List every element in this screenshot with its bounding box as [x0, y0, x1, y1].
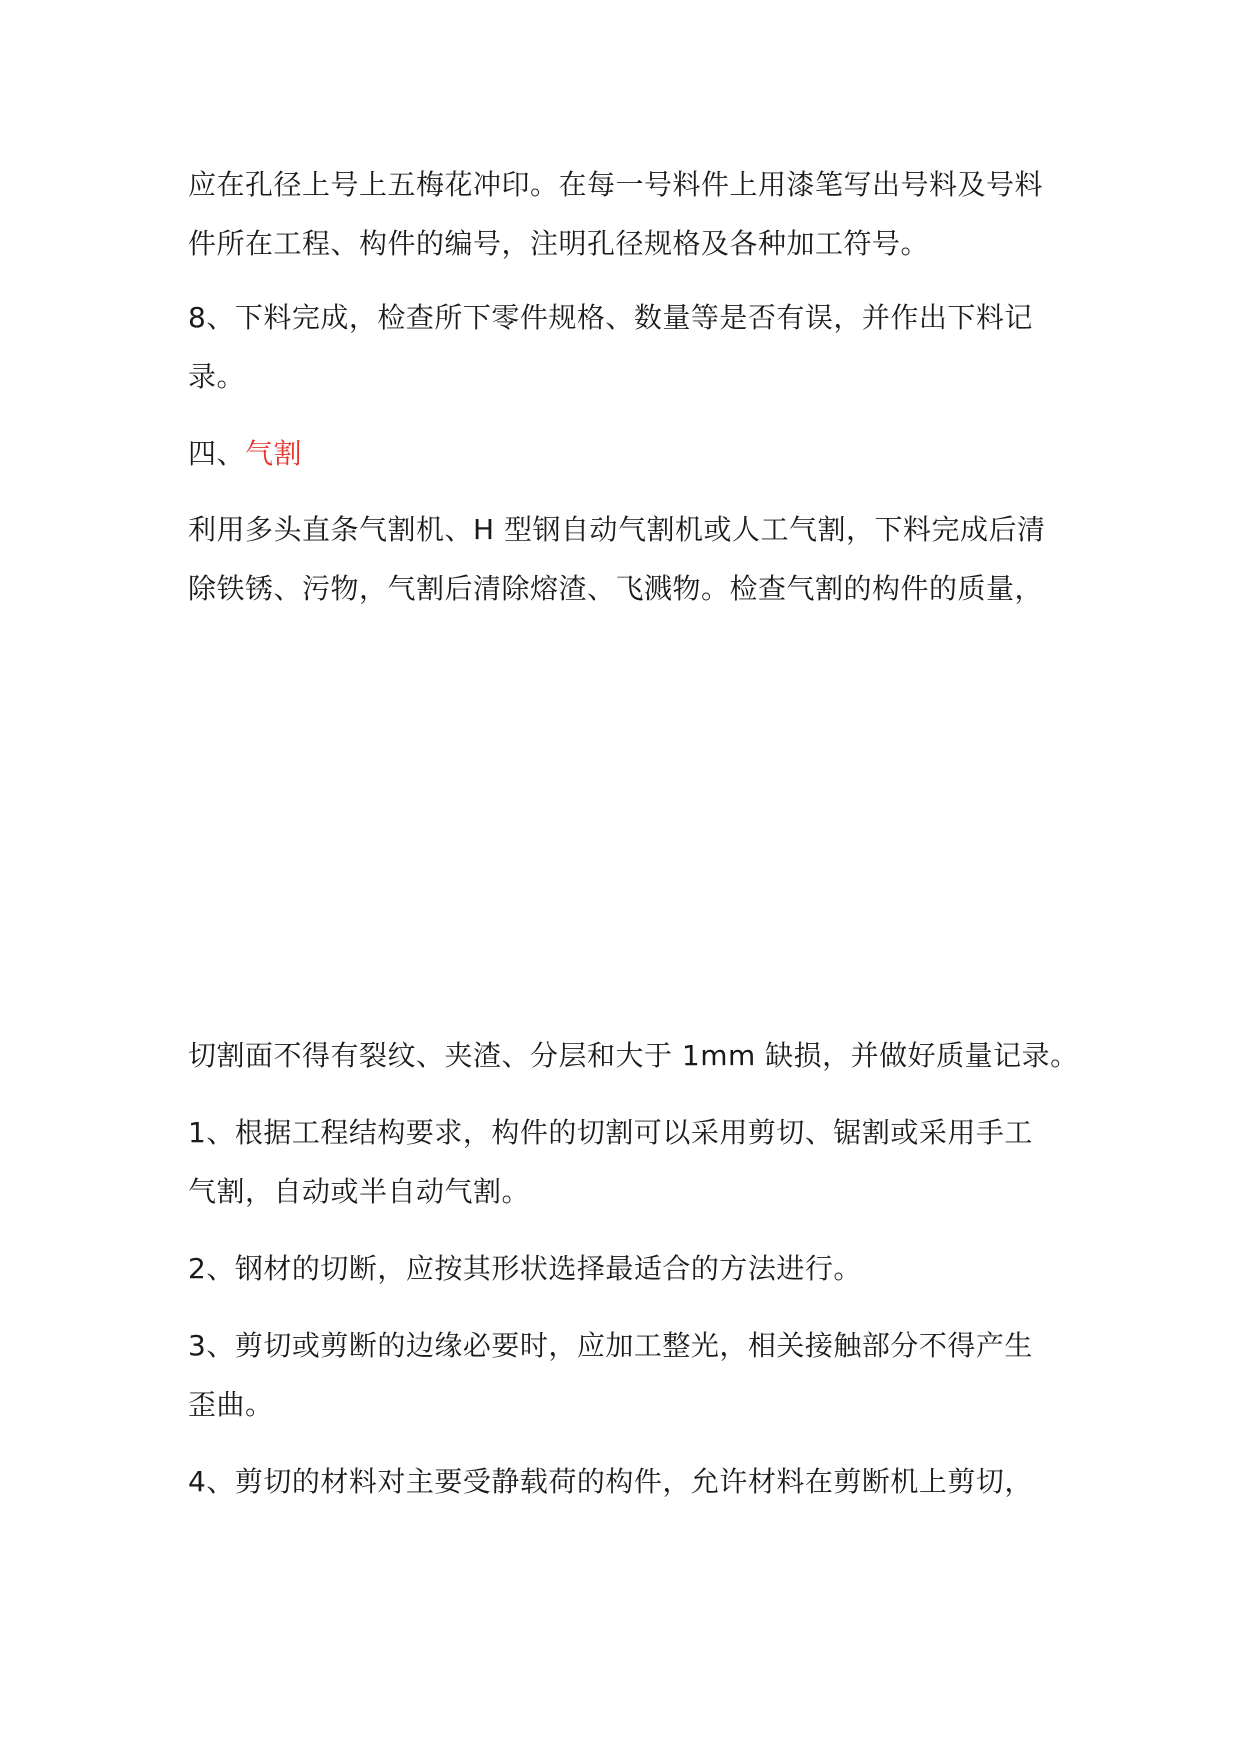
- paragraph-line: 件所在工程、构件的编号，注明孔径规格及各种加工符号。: [188, 227, 930, 260]
- paragraph-line: 1、根据工程结构要求，构件的切割可以采用剪切、锯割或采用手工: [188, 1116, 1033, 1149]
- paragraph-line: 除铁锈、污物，气割后清除熔渣、飞溅物。检查气割的构件的质量，: [188, 572, 1044, 605]
- section-heading: [188, 434, 1058, 474]
- section-heading-number: 四、: [188, 437, 246, 470]
- paragraph-line: 录。: [188, 360, 246, 393]
- paragraph-line: 歪曲。: [188, 1388, 274, 1421]
- paragraph-line: 4、剪切的材料对主要受静载荷的构件，允许材料在剪断机上剪切，: [188, 1465, 1033, 1498]
- paragraph-line: 利用多头直条气割机、H 型钢自动气割机或人工气割，下料完成后清: [188, 513, 1046, 546]
- paragraph-line: 应在孔径上号上五梅花冲印。在每一号料件上用漆笔写出号料及号料: [188, 168, 1044, 201]
- paragraph-line: 2、钢材的切断，应按其形状选择最适合的方法进行。: [188, 1252, 862, 1285]
- paragraph-line: 气割，自动或半自动气割。: [188, 1175, 531, 1208]
- paragraph-line: 切割面不得有裂纹、夹渣、分层和大于 1mm 缺损，并做好质量记录。: [188, 1039, 1079, 1072]
- paragraph-line: 3、剪切或剪断的边缘必要时，应加工整光，相关接触部分不得产生: [188, 1329, 1033, 1362]
- paragraph-line: 8、下料完成，检查所下零件规格、数量等是否有误，并作出下料记: [188, 301, 1033, 334]
- section-heading-title: 气割: [245, 437, 303, 470]
